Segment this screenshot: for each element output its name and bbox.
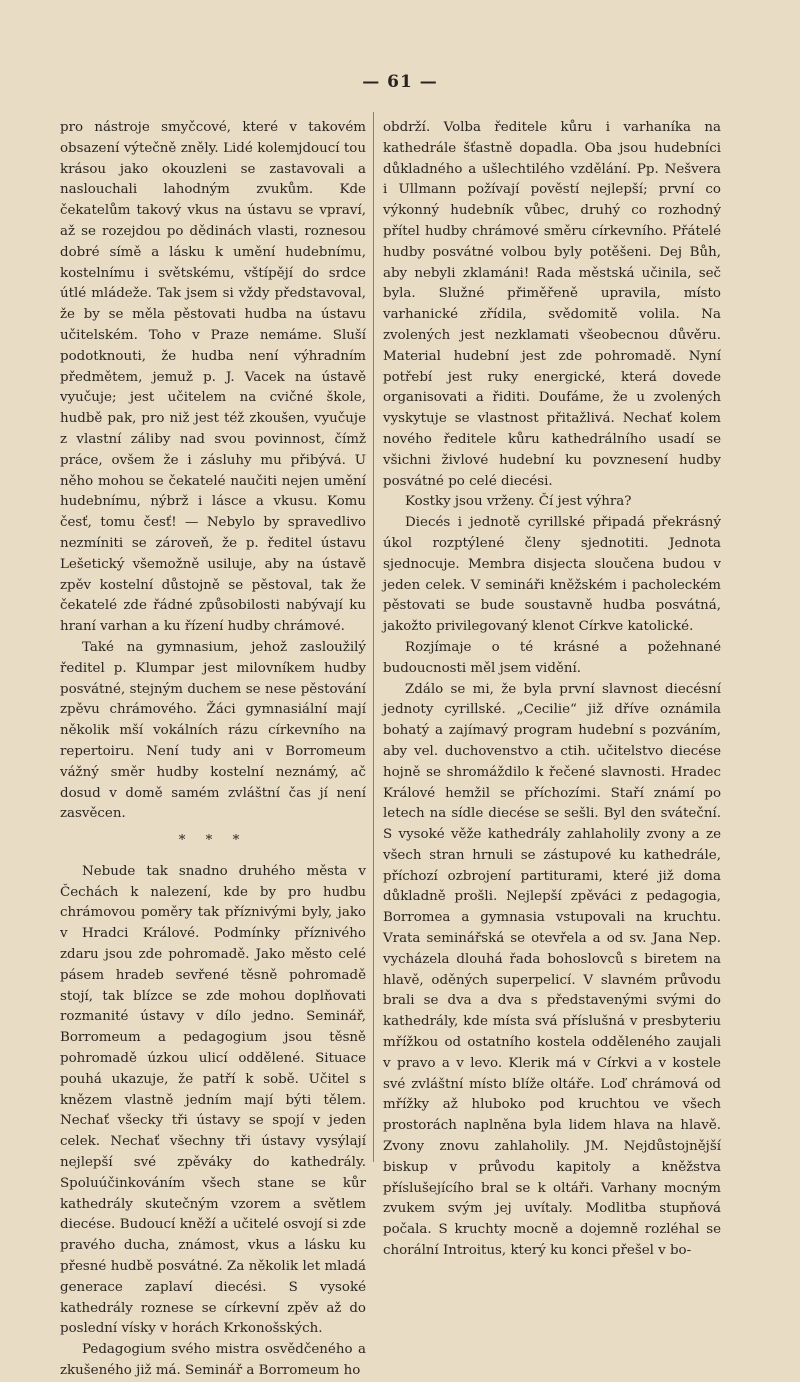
left-paragraph-2: Také na gymnasium, jehož zasloužilý ředitel p. Klumpar jest milovníkem hudby posvátné, stejným duchem se nese pěstování zpěvu chrámového. Žáci gymnasiální mají několik mší vokálních rázu církevního na repertoiru. Není tudy ani v Borromeum vážný směr hudby kostelní neznámý, ač dosud v domě samém zvláštní čas jí není zasvěcen. <box>60 639 366 822</box>
right-column <box>383 118 721 1262</box>
left-paragraph-3: Nebude tak snadno druhého města v Čechách k nalezení, kde by pro hudbu chrámovou poměry tak příznivými byly, jako v Hradci Králové. Podmínky příznivého zdaru jsou zde pohromadě. Jako město celé pásem hradeb sevřené těsně pohromadě stojí, tak blízce se zde mohou doplňovati rozmanité ústavy v dílo jedno. Seminář, Borromeum a pedagogium jsou těsně pohromadě úzkou ulicí oddělené. Situace pouhá ukazuje, že patří k sobě. Učitel s knězem vlastně jedním mají býti tělem. Nechať všecky tři ústavy se spojí v jeden celek. Nechať všechny tři ústavy vysýlají nejlepší své zpěváky do kathedrály. Spoluúčinkováním všech stane se kůr kathedrály skutečným vzorem a světlem diecése. Budoucí kněží a učitelé osvojí si zde pravého ducha, známost, vkus a lásku ku přesné hudbě posvátné. Za několik let mladá generace zaplaví diecési. S vysoké kathedrály roznese se církevní zpěv až do poslední vísky v horách Krkonošských. <box>60 863 366 1337</box>
section-divider-stars: * * * <box>178 833 248 849</box>
right-paragraph-2: Kostky jsou vrženy. Čí jest výhra? <box>405 494 632 510</box>
right-paragraph-3: Diecés i jednotě cyrillské připadá překrásný úkol rozptýlené členy sjednotiti. Jednota sjednocuje. Membra disjecta sloučena budou v jeden celek. V semináři kněžském i pacholeckém pěstovati se bude soustavně hudba posvátná, jakožto privilegovaný klenot Církve katolické. <box>383 515 721 635</box>
right-paragraph-5: Zdálo se mi, že byla první slavnost diecésní jednoty cyrillské. „Cecilie“ již dříve oznámila bohatý a zajímavý program hudební s pozváním, aby vel. duchovenstvo a ctih. učitelstvo diecése hojně se shromáždilo k řečené slavnosti. Hradec Králové hemžil se příchozími. Staří známí po letech na sídle diecése se sešli. Byl den sváteční. S vysoké věže kathedrály zahlaholily zvony a ze všech stran hrnuli se zástupové ku kathedrále, příchozí ozbrojení partiturami, které již doma důkladně prošli. Nejlepší zpěváci z pedagogia, Borromea a gymnasia vstupovali na kruchtu. Vrata seminářská se otevřela a od sv. Jana Nep. vycházela dlouhá řada bohoslovců s biretem na hlavě, oděných superpelicí. V slavném průvodu brali se dva a dva s představenými svými do kathedrály, kde místa svá příslušná v presbyteriu mřížkou od ostatního kostela odděleného zaujali v pravo a v levo. Klerik má v Církvi a v kostele své zvláštní místo blíže oltáře. Loď chrámová od mřížky až hluboko pod kruchtou ve všech prostorách naplněna byla lidem hlava na hlavě. Zvony znovu zahlaholily. JM. Nejdůstojnější biskup v průvodu kapitoly a kněžstva příslušejícího bral se k oltáři. Varhany mocným zvukem svým jej uvítaly. Modlitba stupňová počala. S kruchty mocně a dojemně rozléhal se chorální Introitus, který ku konci přešel v bo- <box>383 681 721 1259</box>
column-divider <box>373 112 374 1162</box>
left-paragraph-4: Pedagogium svého mistra osvědčeného a zkušeného již má. Seminář a Borromeum ho <box>60 1342 366 1379</box>
left-column <box>60 118 366 1382</box>
page-number: — 61 — <box>362 72 438 92</box>
right-paragraph-1: obdrží. Volba ředitele kůru i varhaníka na kathedrále šťastně dopadla. Oba jsou hudebníci důkladného a ušlechtilého vzdělání. Pp. Nešvera i Ullmann požívají pověstí nejlepší; první co výkonný hudebník vůbec, druhý co rozhodný přítel hudby chrámové směru církevního. Přátelé hudby posvátné volbou byly potěšeni. Dej Bůh, aby nebyli zklamáni! Rada městská učinila, seč byla. Služné přiměřeně upravila, místo varhanické zřídila, svědomitě volila. Na zvolených jest nezklamati všeobecnou důvěru. Material hudební jest zde pohromadě. Nyní potřebí jest ruky energické, která dovede organisovati a řiditi. Doufáme, že u zvolených vyskytuje se vlastnost přitažlivá. Nechať kolem nového ředitele kůru kathedrálního usadí se všichni živlové hudební ku povznesení hudby posvátné po celé diecési. <box>383 120 721 489</box>
left-paragraph-1: pro nástroje smyčcové, které v takovém obsazení výtečně zněly. Lidé kolemjdoucí tou krásou jako okouzleni se zastavovali a naslouchali lahodným zvukům. Kde čekatelům takový vkus na ústavu se vpraví, až se rozejdou po dědinách vlasti, roznesou dobré símě a lásku k umění hudebnímu, kostelnímu i světskému, vštípějí do srdce útlé mládeže. Tak jsem si vždy představoval, že by se měla pěstovati hudba na ústavu učitelském. Toho v Praze nemáme. Sluší podotknouti, že hudba není výhradním předmětem, jemuž p. J. Vacek na ústavě vyučuje; jest učitelem na cvičné škole, hudbě pak, pro niž jest též zkoušen, vyučuje z vlastní záliby nad svou povinnost, čímž práce, ovšem že i zásluhy mu přibývá. U něho mohou se čekatelé naučiti nejen umění hudebnímu, nýbrž i lásce a vkusu. Komu česť, tomu česť! — Nebylo by spravedlivo nezmíniti se zároveň, že p. ředitel ústavu Lešetický všemožně usiluje, aby na ústavě zpěv kostelní důstojně se pěstoval, tak že čekatelé zde řádné způsobilosti nabývají ku hraní varhan a ku řízení hudby chrámové. <box>60 120 366 635</box>
right-paragraph-4: Rozjímaje o té krásné a požehnané budoucnosti měl jsem vidění. <box>383 639 721 676</box>
